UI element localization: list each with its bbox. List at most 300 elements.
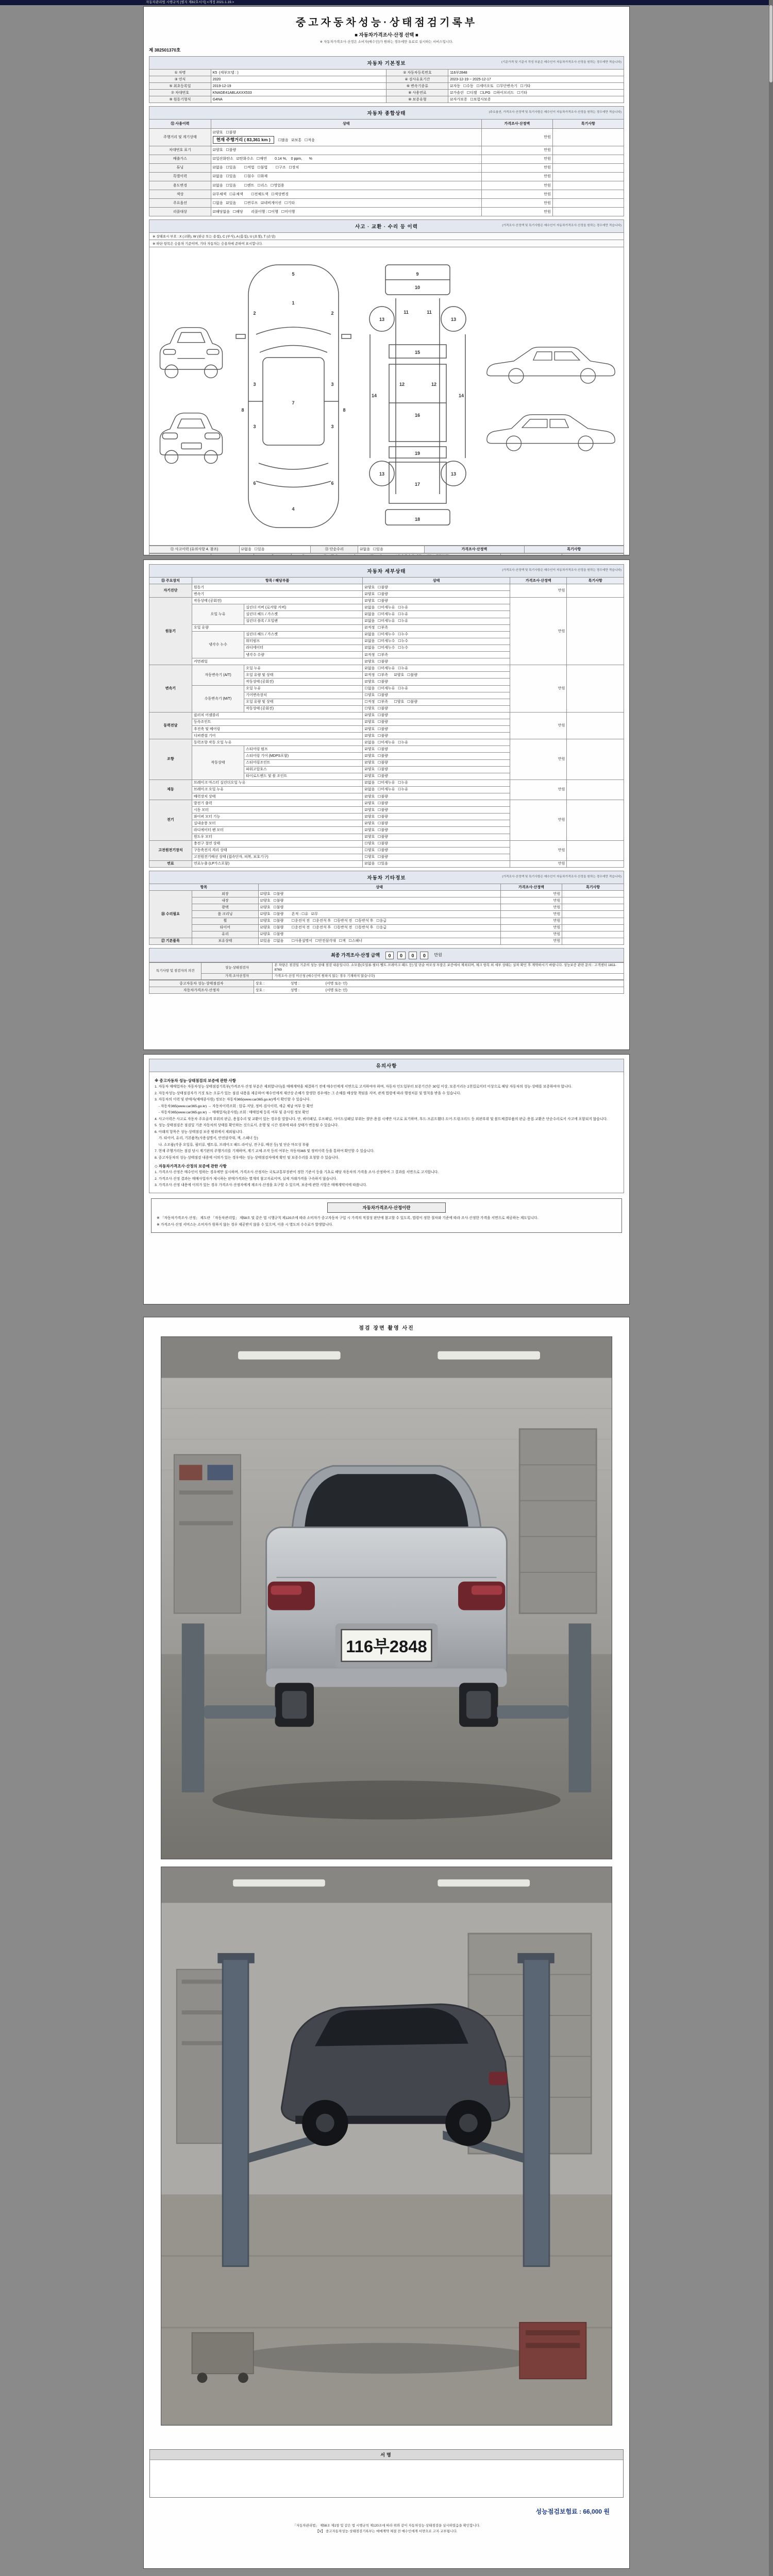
final-price-unit: 만원	[434, 953, 442, 958]
note-cell	[552, 190, 624, 199]
price-cell: 만원	[500, 891, 562, 897]
rank-items	[292, 553, 500, 555]
state-code-legend: ※ 상태표시 부호 : X (교환), W (판금 또는 용접), C (부식), A (흠집), U (요철), T (손상)	[149, 232, 624, 240]
state-options: ☐양호 ☐불량	[363, 705, 510, 712]
footer-line: 「자동차관리법」 제58조 제1항 및 같은 법 시행규칙 제120조에 따라 위와 같이 자동차성능·상태점검을 실시하였음을 확인합니다.	[293, 2523, 480, 2528]
state-options: ☑해당없음 ☐해당 리콜이행 : ☐이행 ☐미이행	[211, 208, 481, 216]
state-options: ☑양호 ☐불량	[258, 897, 500, 904]
device-group-label: 연료	[149, 860, 192, 867]
basic-info-value: 2019-12-19	[211, 83, 386, 90]
note-cell	[567, 598, 624, 665]
item-name: 내장	[192, 897, 258, 904]
panel-exchange-table	[149, 553, 624, 555]
svg-text:16: 16	[414, 413, 421, 418]
appraiser-signoff-label: 자동차가격조사·산정자	[149, 987, 254, 994]
item-name: 타이로드엔드 및 볼 조인트	[244, 773, 363, 779]
basic-info-label: ⑥ 변속기종류	[386, 83, 448, 90]
column-header: 상태	[363, 578, 510, 584]
svg-text:13: 13	[450, 471, 457, 477]
rank-label	[254, 553, 292, 555]
item-name: 스티어링조인트	[244, 759, 363, 766]
car-rear-view-diagram	[153, 403, 230, 475]
elevation-views-column	[153, 317, 230, 475]
photos-section-title: 점검 장면 촬영 사진	[359, 1326, 414, 1331]
svg-text:5: 5	[292, 272, 295, 277]
price-cell: 만원	[500, 904, 562, 911]
item-name: 스티어링 기어 (MDPS포함)	[244, 753, 363, 759]
svg-text:2: 2	[331, 311, 334, 316]
state-options: ☑양호 ☐불량	[211, 146, 481, 155]
price-cell: 만원	[510, 712, 567, 739]
appraiser-signoff-fields: 상호 : 성명 : (서명 또는 인)	[254, 987, 624, 994]
item-name: 보유상태	[192, 938, 258, 944]
price-cell: 만원	[510, 840, 567, 860]
svg-text:2: 2	[253, 311, 256, 316]
state-options: ☑없음 ☐미세누수 ☐누수	[363, 645, 510, 651]
inspection-photo-lift	[161, 1867, 612, 2426]
item-name: 윈도우 모터	[192, 834, 363, 840]
accident-history-label: ⑫ 사고이력 (유의사항 4. 참조)	[149, 546, 240, 553]
device-group-label: 자기진단	[149, 584, 192, 598]
car-left-side-view-diagram	[481, 335, 620, 389]
item-name: 휠	[192, 918, 258, 924]
state-options: ☑없음 ☐미세누유 ☐누유	[363, 665, 510, 672]
item-name: 커먼레일	[192, 658, 363, 665]
item-name: 냉각수 수량	[244, 652, 363, 658]
definition-box-title: 자동차가격조사·산정이란	[327, 1202, 446, 1213]
section-title: 사고 · 교환 · 수리 등 이력	[355, 224, 418, 230]
note-cell	[562, 938, 624, 944]
panel-zone-label	[211, 553, 254, 555]
item-name: 작동상태 (공회전)	[244, 679, 363, 685]
state-options: ☑양호 ☐불량 ☐운전석 전 ☐운전석 후 ☐동반석 전 ☐동반석 후 ☐응급	[258, 924, 500, 931]
item-name: 변속기	[192, 591, 363, 598]
price-survey-select-note: ※ 자동차가격조사·산정은 소비자(매수인)가 원하는 경우에만 유료로 실시하는 서비스입니다.	[320, 40, 453, 44]
state-options: ☑양호 ☐불량	[363, 800, 510, 807]
column-header: 가격조사·산정액	[500, 884, 562, 891]
inspector-remarks-text: 본 차량은 점검일 기준의 성능·상태 점검 내용입니다. 소모품(오일류·필터·벨트·브레이크 패드 등) 및 단순 마모성 부품은 보증에서 제외되며, 체크 항목 외 세부 상태는 실차 확인 후 계약하시기 바랍니다. 성능보증 관련 문의 : 고객센터 1811-8769	[273, 962, 624, 973]
signoff-table	[149, 980, 624, 994]
device-group-label: 동력전달	[149, 712, 192, 739]
inspection-photo-rear	[161, 1336, 612, 1859]
state-options: ☑없음 ☐미세누유 ☐누유	[363, 604, 510, 611]
notice-subitem: 1. 가격조사·산정은 매수인이 원하는 경우에만 실시하며, 가격조사·산정자는 국토교통부장관이 정한 기준서 등을 기초로 해당 자동차의 가격을 조사·산정하여 그 결과를 서면으로 고지합니다.	[155, 1171, 439, 1175]
item-name: 와이퍼 모터 기능	[192, 814, 363, 820]
basic-info-label: ⑩ 보증유형	[386, 96, 448, 103]
section-note: (가격조사·산정액 및 특기사항은 매수인이 자동차가격조사·산정을 원하는 경우에만 적습니다)	[502, 224, 621, 228]
state-options: ☑양호 ☐불량	[363, 773, 510, 779]
final-price-digits	[385, 951, 429, 960]
price-cell: 만원	[500, 924, 562, 931]
item-name: 작동상태 (공회전)	[192, 598, 363, 604]
section-title: 자동차 세부상태	[367, 569, 406, 574]
state-options: ☑적정 ☐부족	[363, 624, 510, 631]
price-cell: 만원	[481, 163, 552, 172]
item-name: 기어변속장치	[244, 692, 363, 699]
svg-text:3: 3	[253, 382, 256, 387]
notice-item: - 자동차365(www.car365.go.kr) → 매매업자(종사원) 조회 : 매매업체 등록 여부 및 종사원 정보 확인	[155, 1111, 309, 1115]
notice-section-header	[149, 1059, 624, 1072]
signature-label: 서명	[150, 2450, 623, 2460]
misc-info-table	[149, 884, 624, 945]
price-cell: 만원	[481, 190, 552, 199]
svg-text:8: 8	[241, 408, 244, 413]
state-options: ☐양호 ☐불량	[363, 692, 510, 699]
item-name: 연료누출 (LP가스포함)	[192, 860, 363, 867]
note-cell	[567, 584, 624, 598]
svg-text:12: 12	[399, 382, 405, 387]
basic-info-value: 2023-12-19 ~ 2025-12-17	[448, 76, 624, 83]
section-note: (가격조사·산정액 및 특기사항은 매수인이 자동차가격조사·산정을 원하는 경우에만 적습니다)	[502, 569, 621, 572]
note-cell	[567, 860, 624, 867]
signature-area	[150, 2460, 623, 2497]
column-header: 가격조사·산정액	[510, 578, 567, 584]
definition-line: ※ 가격조사·산정 서비스는 소비자가 원하지 않는 경우 제공받지 않을 수 있으며, 이용 시 별도의 수수료가 발생합니다.	[157, 1223, 333, 1227]
usage-history-label: 튜닝	[149, 163, 211, 172]
item-name: 작동상태 (공회전)	[244, 705, 363, 712]
svg-text:4: 4	[292, 506, 295, 512]
final-price-digit: 0	[385, 952, 394, 959]
exchange-section-label	[149, 553, 211, 555]
accident-history-state: ☑없음 ☐있음	[239, 546, 310, 553]
price-column-header: 가격조사·산정액	[425, 546, 524, 553]
note-cell	[562, 897, 624, 904]
svg-text:7: 7	[292, 400, 295, 406]
detail-condition-table	[149, 577, 624, 868]
svg-text:3: 3	[331, 424, 334, 430]
item-name: 고전원전기배선 상태 (접속단자, 피복, 보호기구)	[192, 854, 363, 860]
remarks-group-label: 특기사항 및 점검자의 의견	[149, 962, 201, 979]
column-header: ⑮ 주요장치	[149, 578, 192, 584]
state-options: ☑양호 ☐불량	[258, 931, 500, 938]
svg-text:11: 11	[427, 310, 432, 315]
notice-item: 1. 자동차 매매업자는 자동차성능·상태점검기록부(가격조사·산정 부분은 제외합니다)를 매매계약을 체결하기 전에 매수인에게 서면으로 고지하여야 하며, 자동차 인도일부터 보증기간은 30일 이상, 보증거리는 2천킬로미터 이상으로 해당 자동차의 성능·상태를 보증하여야 합니다.	[155, 1085, 572, 1089]
final-price-band	[149, 948, 624, 962]
usage-history-label: 색상	[149, 190, 211, 199]
state-options: ☑양호 ☐불량	[363, 726, 510, 733]
final-price-digit: 0	[420, 952, 428, 959]
basic-info-value: ☑가솔린 ☐디젤 ☐LPG ☐하이브리드 ☐기타	[448, 90, 624, 96]
state-options: ☑없음 ☐있음 ☐침수 ☐화재	[211, 172, 481, 181]
price-cell: 만원	[481, 181, 552, 190]
notice-item: - 자동차365(www.car365.go.kr) → 자동차이력조회 : 압류·저당, 정비·검사이력, 세금 체납 여부 등 확인	[155, 1104, 313, 1108]
section-title: 자동차 기타정보	[367, 875, 406, 882]
item-name: 스티어링 펌프	[244, 746, 363, 753]
svg-text:14: 14	[458, 393, 464, 399]
sheet-3	[143, 1054, 630, 1304]
misc-section-header	[149, 871, 624, 884]
state-options: ☑적정 ☐부족 ☑양호 ☐불량	[363, 672, 510, 679]
car-right-side-view-diagram	[481, 403, 620, 457]
price-cell: 만원	[481, 208, 552, 216]
state-options: ☑없음 ☐미세누수 ☐누수	[363, 638, 510, 645]
item-name: 오일 유량 및 상태	[244, 699, 363, 705]
appraiser-remarks-text: 가격조사·산정 미신청 (매수인이 원하지 않는 경우 기재하지 않습니다)	[273, 973, 624, 979]
note-cell	[567, 800, 624, 841]
note-column-header: 특기사항	[524, 546, 624, 553]
scrollbar-track[interactable]	[769, 0, 773, 2576]
state-options: ☑적정 ☐부족	[363, 652, 510, 658]
state-options: ☐적정 ☐부족 ☐양호 ☐불량	[363, 699, 510, 705]
item-name: 시동 모터	[192, 807, 363, 814]
price-cell: 만원	[481, 155, 552, 163]
state-options: ☑양호 ☐불량	[363, 759, 510, 766]
note-cell	[562, 553, 624, 555]
note-cell	[567, 840, 624, 860]
inspector-signoff-label: 중고자동차 성능·상태점검자	[149, 980, 254, 987]
state-options: ☑양호 ☐불량 흔적 : ☐유 ☑무	[258, 911, 500, 918]
usage-history-label: 주행거리 및 계기상태	[149, 128, 211, 146]
state-options: ☑양호 ☐불량	[363, 712, 510, 719]
sheet-1	[143, 6, 630, 555]
sheet-4	[143, 1317, 630, 2569]
state-options: ☑있음 ☐없음 ☐사용설명서 ☐안전삼각대 ☐잭 ☐스패너	[258, 938, 500, 944]
inspection-insurance-fee: 성능점검보험료 : 66,000 원	[535, 2507, 610, 2515]
note-cell	[552, 128, 624, 146]
definition-line: ※ 「자동차가격조사·산정」 제도란 「자동차관리법」 제58조 및 같은 법 시행규칙 제120조에 따라 소비자가 중고자동차 구입 시 가격의 적절성 판단에 참고할 수 있도록, 법령이 정한 절차와 기준에 따라 조사·산정한 가격을 서면으로 제공하는 제도입니다.	[157, 1216, 539, 1220]
overall-condition-table	[149, 119, 624, 216]
device-group-label: 제동	[149, 779, 192, 800]
svg-text:15: 15	[414, 350, 421, 355]
svg-text:13: 13	[379, 317, 385, 323]
state-options: ☑양호 ☐불량	[363, 820, 510, 827]
price-cell: 만원	[481, 199, 552, 208]
scrollbar-thumb[interactable]	[769, 5, 772, 82]
usage-history-label: 주요옵션	[149, 199, 211, 208]
basic-info-value: KNAGE41ABLAXXX533	[211, 90, 386, 96]
footer-notes	[149, 2523, 624, 2535]
subgroup-label: 수동변속기 (M/T)	[192, 685, 244, 712]
state-options: ☑양호 ☐불량	[363, 598, 510, 604]
note-cell	[552, 146, 624, 155]
section-note: (기준가격 및 기준서 작성 부분은 매수인이 자동차가격조사·산정을 원하는 경우에만 적습니다)	[501, 61, 621, 64]
state-options: ☐양호 ☐불량	[363, 854, 510, 860]
state-options: ☑양호 ☐불량	[363, 814, 510, 820]
notice-item: 5. 성능·상태점검은 점검일 기준 자동차의 상태를 확인하는 것으로서, 운행 및 시간 경과에 따라 상태가 변동될 수 있습니다.	[155, 1124, 339, 1128]
item-name: 실린더 헤드 / 가스켓	[244, 631, 363, 638]
notice-item: 나. 소모품(각종 오일류, 필터류, 벨트류, 브레이크 패드·라이닝, 전구류, 배선 등) 및 단순 마모성 부품	[155, 1143, 309, 1147]
appraiser-remarks-label: 가격·조사산정자	[201, 973, 273, 979]
item-name: 동력조향 작동 오일 누유	[192, 739, 363, 746]
simple-repair-state: ☑없음 ☐있음	[358, 546, 425, 553]
section-title: 자동차 종합상태	[367, 111, 406, 117]
svg-text:3: 3	[253, 424, 256, 430]
state-options: ☐없음 ☑있음 ☐썬루프 ☑네비게이션 ☐기타	[211, 199, 481, 208]
svg-text:11: 11	[404, 310, 409, 315]
item-name: 유리	[192, 931, 258, 938]
section-note: (가격조사·산정액 및 특기사항은 매수인이 자동차가격조사·산정을 원하는 경우에만 적습니다)	[502, 875, 621, 879]
column-header: 상태	[258, 884, 500, 891]
note-cell	[552, 163, 624, 172]
car-top-view-diagram	[233, 257, 354, 535]
basic-info-value: ☑자가보증 ☐보험사보증	[448, 96, 624, 103]
car-front-view-diagram	[153, 317, 230, 389]
state-options: ☑양호 ☐불량	[363, 658, 510, 665]
item-name: 브레이크 오일 누유	[192, 786, 363, 793]
item-name: 브레이크 마스터 실린더오일 누유	[192, 779, 363, 786]
diagram-note-legend: ※ 하단 항목은 승용차 기준이며, 기타 자동차는 승용차에 준하여 표시합니다.	[149, 240, 624, 247]
svg-text:19: 19	[414, 451, 421, 456]
basic-info-label: ③ 연식	[149, 76, 211, 83]
section-note: (주요옵션, 가격조사·산정액 및 특기사항은 매수인이 자동차가격조사·산정을 원하는 경우에만 적습니다)	[489, 111, 621, 114]
notice-item: 4. 사고이력은 사고로 자동차 주요골격 부위의 판금, 용접수리 및 교환이 있는 경우를 말합니다. 단, 쿼터패널, 루프패널, 사이드실패널 부위는 절단·용접 시에만 사고로 표기하며, 후드·프론트휀더·도어·트렁크리드 등 외판부위 및 볼트체결부품의 판금·용접·교환은 단순수리로서 사고에 포함되지 않습니다.	[155, 1117, 608, 1121]
state-options: ☑없음 ☐미세누유 ☐누유	[363, 739, 510, 746]
sheet-2	[143, 560, 630, 1050]
item-name: 충전구 절연 상태	[192, 840, 363, 847]
document-title: 중고자동차성능·상태점검기록부	[295, 17, 478, 28]
state-options: ☑양호 ☐불량	[363, 733, 510, 739]
state-options: ☑양호 ☐불량	[363, 679, 510, 685]
svg-text:13: 13	[379, 471, 385, 477]
footer-line: 【Ⅴ】 중고자동차성능·상태점검기록부는 매매계약 체결 전 매수인에게 서면으로 고지·교부됩니다.	[315, 2530, 458, 2534]
side-views-column	[481, 335, 620, 457]
notice-item: 가. 타이어, 유리, 기본품목(사용설명서, 안전삼각대, 잭, 스패너 등)	[155, 1137, 258, 1141]
state-options: ☑양호 ☐불량	[363, 719, 510, 725]
item-name: 배력장치 상태	[192, 793, 363, 800]
vehicle-diagram-box	[149, 247, 624, 546]
basic-info-value: G4NA	[211, 96, 386, 103]
note-cell	[562, 904, 624, 911]
basic-info-label: ④ 검사유효기간	[386, 76, 448, 83]
price-cell: 만원	[500, 911, 562, 918]
notice-item: 6. 아래의 항목은 성능·상태점검 보증 범위에서 제외됩니다.	[155, 1130, 244, 1134]
item-name: 룸 크리닝	[192, 911, 258, 918]
notice-heading: ※ 중고자동차 성능·상태점검의 보증에 관한 사항	[155, 1078, 236, 1083]
subgroup-label: 냉각수 누수	[192, 631, 244, 658]
item-name: 워터펌프	[244, 638, 363, 645]
price-cell: 만원	[500, 931, 562, 938]
note-cell	[567, 712, 624, 739]
item-name: 라디에이터 팬 모터	[192, 827, 363, 834]
photo-rear-illustration	[161, 1337, 612, 1859]
state-options: ☑양호 ☐불량 ☐운전석 전 ☐운전석 후 ☐동반석 전 ☐동반석 후 ☐응급	[258, 918, 500, 924]
note-cell	[552, 181, 624, 190]
item-name: 실린더 헤드 / 가스켓	[244, 611, 363, 618]
subgroup-label: 작동상태	[192, 746, 244, 779]
basic-info-section-header	[149, 56, 624, 69]
price-cell: 만원	[510, 739, 567, 780]
state-options: ☑양호 ☐불량	[363, 793, 510, 800]
subgroup-label: 오일 누유	[192, 604, 244, 624]
item-name: 실내송풍 모터	[192, 820, 363, 827]
svg-text:18: 18	[414, 517, 421, 522]
notice-item: 3. 자동차의 이력 및 판매자(매매종사원) 정보는 자동차365(www.car365.go.kr)에서 확인할 수 있습니다.	[155, 1098, 311, 1102]
state-options: ☑양호 ☐불량	[363, 807, 510, 814]
simple-repair-label: ⑬ 단순수리	[311, 546, 358, 553]
car-frame-diagram	[357, 257, 478, 535]
note-cell	[567, 665, 624, 713]
state-options: ☑양호 ☐불량	[363, 584, 510, 591]
basic-info-label: ⑤ 최초등록일	[149, 83, 211, 90]
item-name: 실린더 커버 (로커암 커버)	[244, 604, 363, 611]
state-options: ☑없음 ☐있음 ☐렌트 ☐리스 ☐영업용	[211, 181, 481, 190]
state-options: ☑없음 ☐미세누유 ☐누유	[363, 611, 510, 618]
usage-history-label: 배출가스	[149, 155, 211, 163]
item-name: 오일 유량 및 상태	[244, 672, 363, 679]
notice-item: 8. 중고자동차의 성능·상태점검 내용에 이의가 있는 경우에는 성능·상태점검자에게 확인 및 보증수리를 요청할 수 있습니다.	[155, 1156, 340, 1160]
price-cell: 만원	[500, 897, 562, 904]
usage-history-label: 특별이력	[149, 172, 211, 181]
price-cell: 만원	[500, 938, 562, 944]
final-price-digit: 0	[397, 952, 406, 959]
svg-text:12: 12	[431, 382, 437, 387]
usage-history-label: 용도변경	[149, 181, 211, 190]
item-name: 외장	[192, 891, 258, 897]
state-options: ☐없음 ☐미세누유 ☐누유	[363, 685, 510, 692]
note-cell	[562, 931, 624, 938]
item-name: 등속조인트	[192, 719, 363, 725]
note-cell	[562, 891, 624, 897]
price-survey-select-title: ■ 자동차가격조사·산정 선택 ■	[355, 32, 418, 38]
detail-section-header	[149, 564, 624, 577]
device-group-label: 고전원전기장치	[149, 840, 192, 860]
price-cell: 만원	[481, 146, 552, 155]
column-header: 특기사항	[552, 120, 624, 128]
item-name: 파워고압호스	[244, 766, 363, 773]
item-name: 광택	[192, 904, 258, 911]
license-plate-number: 116부2848	[346, 1636, 427, 1656]
svg-text:1: 1	[292, 300, 295, 306]
price-cell: 만원	[510, 779, 567, 800]
svg-text:3: 3	[331, 382, 334, 387]
column-header: 항목 / 해당부품	[192, 578, 363, 584]
svg-text:9: 9	[416, 272, 419, 277]
basic-info-value: ☑자동 ☐수동 ☐세미오토 ☐무단변속기 ☐기타	[448, 83, 624, 90]
device-group-label: 전기	[149, 800, 192, 841]
state-options: ☑양호 ☐불량	[363, 746, 510, 753]
basic-info-value: 2020	[211, 76, 386, 83]
state-options: ☑양호 ☐불량	[363, 766, 510, 773]
note-cell	[567, 739, 624, 780]
item-name: 디퍼렌셜 기어	[192, 733, 363, 739]
item-name: 구동축전지 격리 상태	[192, 847, 363, 854]
price-cell: 만원	[510, 860, 567, 867]
basic-info-label: ⑦ 차대번호	[149, 90, 211, 96]
notice-body	[149, 1072, 624, 1193]
repair-need-group-label: ⑯ 수리필요	[149, 891, 192, 938]
basic-info-label: ⑨ 원동기형식	[149, 96, 211, 103]
item-name: 오일 누유	[244, 685, 363, 692]
basic-info-label: ② 자동차등록번호	[386, 70, 448, 76]
svg-text:10: 10	[414, 285, 421, 291]
notice-item: 2. 자동차성능·상태점검자가 거짓 또는 오류가 있는 점검 내용을 제공하여 매수인에게 재산상 손해가 발생한 경우에는 그 손해를 배상할 책임을 지며, 관계 법령에 따라 행정처분 및 벌칙을 받을 수 있습니다.	[155, 1091, 461, 1095]
inspector-signoff-fields: 상호 : 성명 : (서명 또는 인)	[254, 980, 624, 987]
final-price-digit: 0	[409, 952, 417, 959]
svg-text:6: 6	[331, 481, 334, 486]
state-options: ☑없음 ☐있음 ☐적법 ☐불법 ☐구조 ☐장치	[211, 163, 481, 172]
price-cell	[500, 553, 562, 555]
item-name: 타이어	[192, 924, 258, 931]
state-options: ☑없음 ☐있음	[363, 860, 510, 867]
overall-section-header	[149, 106, 624, 119]
usage-history-label: 차대번호 표기	[149, 146, 211, 155]
price-cell: 만원	[510, 598, 567, 665]
state-options: ☑양호 ☐불량 현재 주행거리 ( 83,361 km ) ☐많음 ☑보통 ☐적음	[211, 128, 481, 146]
state-options: ☑양호 ☐불량	[363, 591, 510, 598]
price-cell: 만원	[500, 918, 562, 924]
state-options: ☑양호 ☐불량	[363, 834, 510, 840]
photo-lift-illustration	[161, 1867, 612, 2425]
notice-title: 유의사항	[376, 1063, 397, 1069]
top-bar	[0, 0, 773, 5]
svg-text:17: 17	[414, 482, 421, 487]
note-cell	[552, 155, 624, 163]
state-options: ☑무채색 ☐유채색 ☐전체도색 ☐색상변경	[211, 190, 481, 199]
item-name: 발전기 출력	[192, 800, 363, 807]
final-price-label: 최종 가격조사·산정 금액	[331, 953, 380, 958]
device-group-label: 원동기	[149, 598, 192, 665]
column-header: ⑪ 사용이력	[149, 120, 211, 128]
